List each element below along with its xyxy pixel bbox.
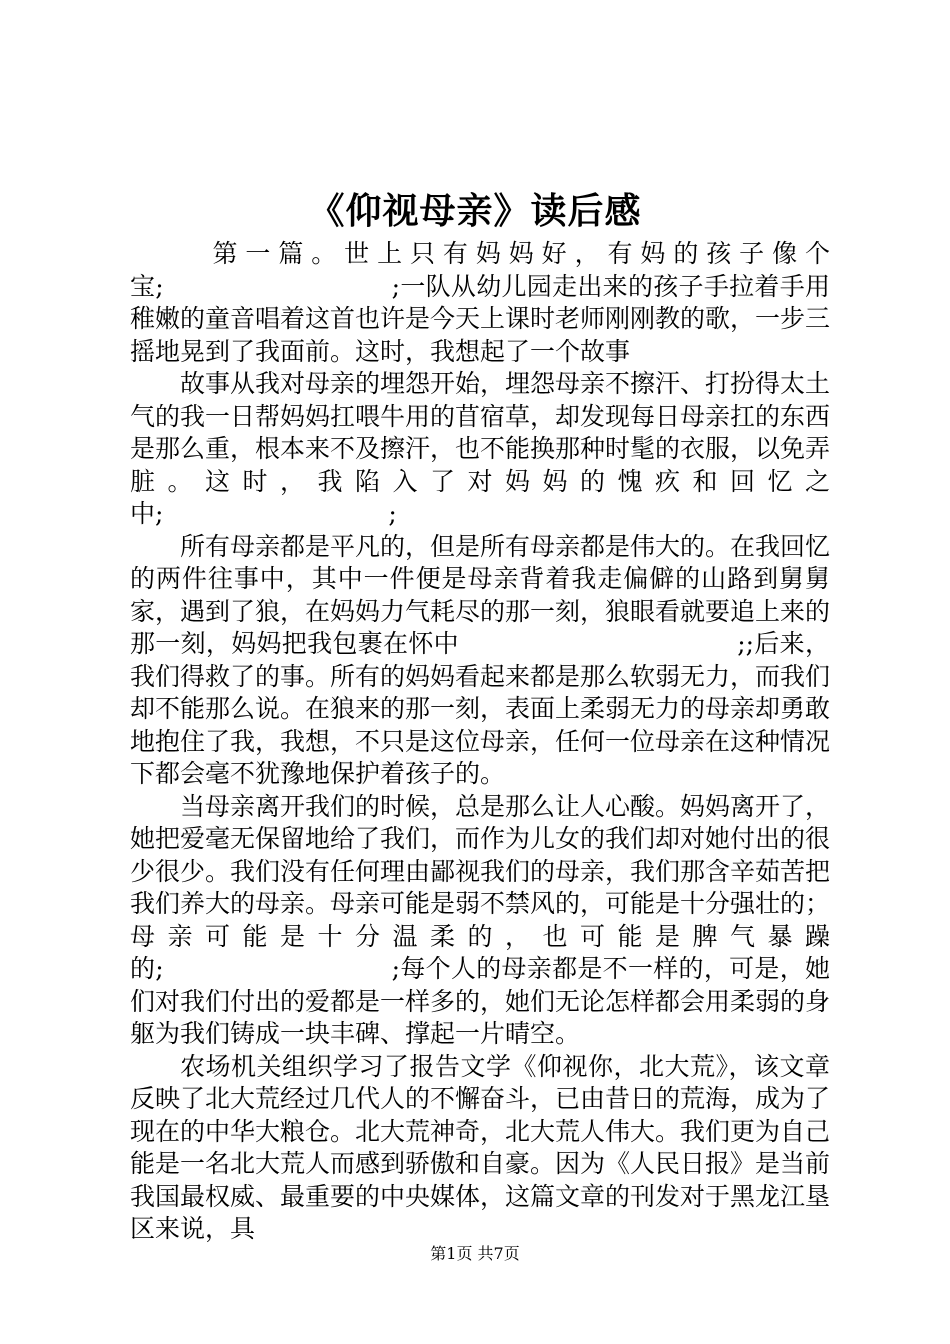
paragraph-3: 所有母亲都是平凡的，但是所有母亲都是伟大的。在我回忆的两件往事中，其中一件便是母亲背着我走偏僻的山路到舅舅家，遇到了狼，在妈妈力气耗尽的那一刻，狼眼看就要追上来的那一刻，妈妈把我包裹在怀中 ;;后来，我们得救了的事。所有的妈妈看起来都是那么软弱无力，而我们却不能那么说。在狼来的那一刻，表面上柔弱无力的母亲却勇敢地抱住了我，我想，不只是这位母亲，任何一位母亲在这种情况下都会毫不犹豫地保护着孩子的。	[130, 531, 831, 788]
paragraph-2: 故事从我对母亲的埋怨开始，埋怨母亲不擦汗、打扮得太土气的我一日帮妈妈扛喂牛用的苜宿草，却发现每日母亲扛的东西是那么重，根本来不及擦汗，也不能换那种时髦的衣服，以免弄脏。这时，我陷入了对妈妈的愧疚和回忆之中; ;	[130, 369, 831, 528]
document-body	[130, 238, 830, 1246]
paragraph-4: 当母亲离开我们的时候，总是那么让人心酸。妈妈离开了，她把爱毫无保留地给了我们，而作为儿女的我们却对她付出的很少很少。我们没有任何理由鄙视我们的母亲，我们那含辛茹苦把我们养大的母亲。母亲可能是弱不禁风的，可能是十分强壮的；母亲可能是十分温柔的，也可能是脾气暴躁的; ;每个人的母亲都是不一样的，可是，她们对我们付出的爱都是一样多的，她们无论怎样都会用柔弱的身躯为我们铸成一块丰碑、撑起一片晴空。	[130, 791, 831, 1048]
document-title: 《仰视母亲》读后感	[308, 190, 642, 232]
page-footer	[0, 1242, 950, 1266]
paragraph-1: 第一篇。世上只有妈妈好，有妈的孩子像个宝; ;一队从幼儿园走出来的孩子手拉着手用稚嫩的童音唱着这首也许是今天上课时老师刚刚教的歌，一步三摇地晃到了我面前。这时，我想起了一个故事	[130, 239, 831, 366]
paragraph-5: 农场机关组织学习了报告文学《仰视你，北大荒》，该文章反映了北大荒经过几代人的不懈奋斗，已由昔日的荒海，成为了现在的中华大粮仓。北大荒神奇，北大荒人伟大。我们更为自己能是一名北大荒人而感到骄傲和自豪。因为《人民日报》是当前我国最权威、最重要的中央媒体，这篇文章的刊发对于黑龙江垦区来说，具	[130, 1051, 831, 1243]
page-number-indicator: 第1页 共7页	[430, 1244, 520, 1263]
